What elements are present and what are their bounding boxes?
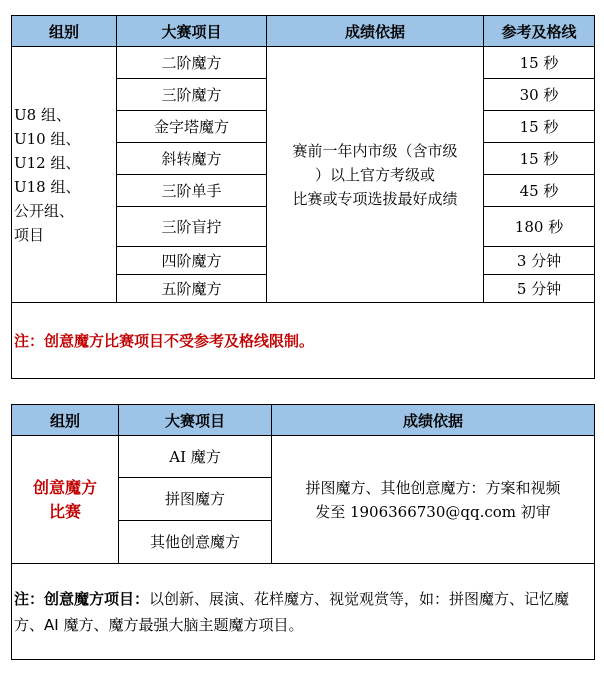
- event-cell: 金字塔魔方: [117, 111, 267, 143]
- note-cell: [12, 564, 595, 660]
- event-cell: 三阶盲拧: [117, 207, 267, 247]
- passing-line-cell: 15 秒: [484, 143, 595, 175]
- passing-line-cell: 15 秒: [484, 111, 595, 143]
- group-line: U10 组、: [14, 129, 81, 148]
- note-row: [12, 564, 595, 660]
- passing-line-cell: 3 分钟: [484, 247, 595, 275]
- header-basis: 成绩依据: [267, 16, 484, 47]
- group-cell: [12, 436, 119, 564]
- basis-line: 拼图魔方、其他创意魔方：方案和视频: [305, 478, 561, 497]
- passing-line-cell: 30 秒: [484, 79, 595, 111]
- group-line: 项目: [14, 225, 45, 244]
- note-row: [12, 303, 595, 379]
- basis-cell: [272, 436, 595, 564]
- header-group: 组别: [12, 405, 119, 436]
- table1-header-row: [12, 16, 595, 47]
- event-cell: 三阶魔方: [117, 79, 267, 111]
- group-line: U12 组、: [14, 153, 81, 172]
- event-cell: 四阶魔方: [117, 247, 267, 275]
- group-line: 公开组、: [14, 201, 75, 220]
- note-cell: 注：创意魔方比赛项目不受参考及格线限制。: [12, 303, 595, 379]
- basis-line: 赛前一年内市级（含市级: [292, 141, 458, 160]
- header-group: 组别: [12, 16, 117, 47]
- note-label: 注：创意魔方项目：: [14, 589, 150, 608]
- group-cell: [12, 47, 117, 303]
- note-text: 以创新、展演、花样魔方、视觉观赏等，如：拼图魔方、记忆魔方、AI 魔方、魔方最强大脑主题魔方项目。: [14, 589, 570, 634]
- passing-line-cell: 5 分钟: [484, 275, 595, 303]
- passing-line-cell: 45 秒: [484, 175, 595, 207]
- group-line: 比赛: [48, 501, 81, 521]
- event-cell: 拼图魔方: [119, 478, 272, 521]
- header-basis: 成绩依据: [272, 405, 595, 436]
- passing-line-cell: 15 秒: [484, 47, 595, 79]
- qualification-table: [11, 15, 595, 379]
- event-cell: 斜转魔方: [117, 143, 267, 175]
- basis-cell: [267, 47, 484, 303]
- basis-line: 发至 1906366730@qq.com 初审: [315, 502, 551, 521]
- group-line: 创意魔方: [32, 477, 97, 497]
- group-line: U18 组、: [14, 177, 81, 196]
- header-event: 大赛项目: [117, 16, 267, 47]
- event-cell: 其他创意魔方: [119, 521, 272, 564]
- basis-line: 比赛或专项选拔最好成绩: [292, 189, 458, 208]
- event-cell: 五阶魔方: [117, 275, 267, 303]
- passing-line-cell: 180 秒: [484, 207, 595, 247]
- table-row: [12, 47, 595, 79]
- creative-cube-table: [11, 404, 595, 660]
- table-row: [12, 436, 595, 478]
- table2-header-row: [12, 405, 595, 436]
- basis-line: ）以上官方考级或: [314, 165, 435, 184]
- header-passing-line: 参考及格线: [484, 16, 595, 47]
- group-line: U8 组、: [14, 105, 71, 124]
- header-event: 大赛项目: [119, 405, 272, 436]
- event-cell: 二阶魔方: [117, 47, 267, 79]
- event-cell: AI 魔方: [119, 436, 272, 478]
- event-cell: 三阶单手: [117, 175, 267, 207]
